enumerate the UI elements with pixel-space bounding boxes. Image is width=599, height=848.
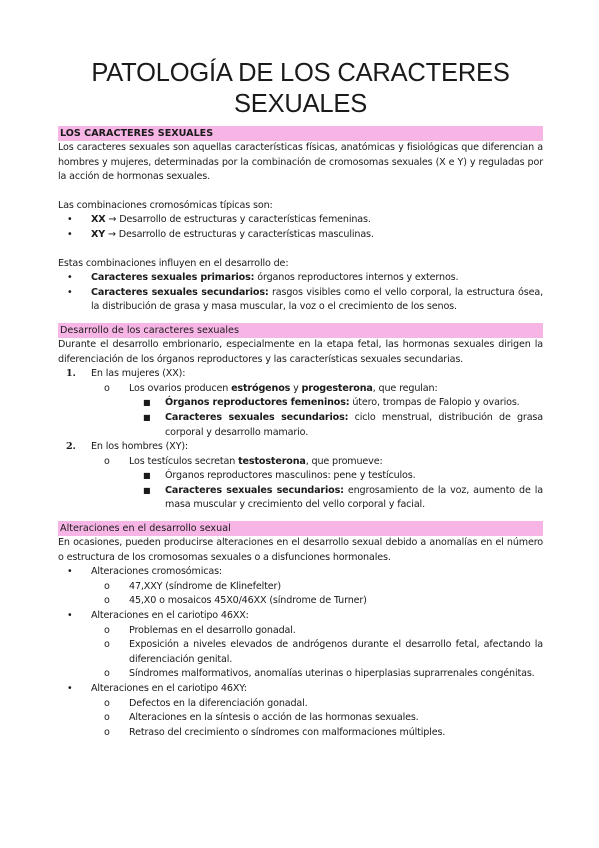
numbered-item: 2. En los hombres (XY): (58, 440, 543, 455)
alterations-list (58, 565, 543, 740)
number-marker: 1. (66, 368, 76, 380)
paragraph-influence-intro: Estas combinaciones influyen en el desarrollo de: (58, 257, 289, 269)
bullet-marker: • (67, 272, 73, 284)
bullet-marker: • (67, 610, 73, 622)
list-item: ■ Órganos reproductores femeninos: útero, trompas de Falopio y ovarios. (58, 396, 543, 411)
list-item: o Defectos en la diferenciación gonadal. (58, 697, 543, 712)
section-heading-alteraciones: Alteraciones en el desarrollo sexual (58, 521, 543, 536)
circle-marker: o (104, 726, 110, 738)
list-item: o Retraso del crecimiento o síndromes con malformaciones múltiples. (58, 726, 543, 741)
circle-marker: o (104, 668, 110, 680)
section-heading-caracteres: LOS CARACTERES SEXUALES (58, 126, 543, 141)
document-page (58, 58, 543, 740)
section-heading-desarrollo: Desarrollo de los caracteres sexuales (58, 323, 543, 338)
circle-marker: o (104, 624, 110, 636)
circle-marker: o (104, 580, 110, 592)
list-item: o Los testículos secretan testosterona, que promueve: (58, 455, 543, 470)
list-item: ■ Caracteres sexuales secundarios: ciclo menstrual, distribución de grasa corporal y desarrollo mamario. (143, 411, 543, 438)
circle-marker: o (104, 455, 110, 467)
list-item: • XY → Desarrollo de estructuras y características masculinas. (58, 228, 543, 243)
square-marker: ■ (143, 412, 151, 422)
list-item: o Síndromes malformativos, anomalías uterinas o hiperplasias suprarrenales congénitas. (58, 667, 543, 682)
list-item: • Alteraciones en el cariotipo 46XY: (58, 682, 543, 697)
influence-list (58, 271, 543, 315)
circle-marker: o (104, 639, 110, 651)
bullet-marker: • (67, 214, 73, 226)
paragraph-alteraciones-intro: En ocasiones, pueden producirse alteraciones en el desarrollo sexual debido a anomalías en el número o estructura de los cromosomas sexuales o a disfunciones hormonales. (58, 537, 543, 563)
list-item: • Alteraciones cromosómicas: (58, 565, 543, 580)
circle-marker: o (104, 595, 110, 607)
list-item: o Exposición a niveles elevados de andrógenos durante el desarrollo fetal, afectando la diferenciación genital. (104, 639, 543, 665)
paragraph-desarrollo-intro: Durante el desarrollo embrionario, especialmente en la etapa fetal, las hormonas sexuales dirigen la diferenciación de los órganos reproductores y las características sexuales secundarias. (58, 338, 543, 365)
circle-marker: o (104, 712, 110, 724)
numbered-item: 1. En las mujeres (XX): (58, 367, 543, 382)
bullet-marker: • (67, 683, 73, 694)
list-item: • Alteraciones en el cariotipo 46XX: (58, 609, 543, 624)
bullet-marker: • (67, 228, 73, 240)
paragraph-intro: Los caracteres sexuales son aquellas características físicas, anatómicas y fisiológicas que diferencian a hombres y mujeres, determinadas por la combinación de cromosomas sexuales (X e Y) y reguladas por la acción de hormonas sexuales. (58, 142, 543, 183)
number-marker: 2. (66, 441, 76, 453)
list-item: o Alteraciones en la síntesis o acción de las hormonas sexuales. (58, 711, 543, 726)
list-item: o 47,XXY (síndrome de Klinefelter) (58, 580, 543, 595)
paragraph-combos-intro: Las combinaciones cromosómicas típicas son: (58, 199, 273, 211)
list-item: ■ Órganos reproductores masculinos: pene y testículos. (58, 469, 543, 484)
list-item: • XX → Desarrollo de estructuras y características femeninas. (58, 213, 543, 228)
bullet-marker: • (67, 286, 73, 298)
circle-marker: o (104, 382, 110, 394)
bullet-marker: • (67, 566, 73, 578)
circle-marker: o (104, 697, 110, 709)
list-item: ■ Caracteres sexuales secundarios: engrosamiento de la voz, aumento de la masa muscular y crecimiento del vello corporal y facial. (143, 484, 543, 511)
list-item: o Problemas en el desarrollo gonadal. (58, 624, 543, 639)
list-item: o 45,X0 o mosaicos 45X0/46XX (síndrome de Turner) (58, 594, 543, 609)
development-list (58, 367, 543, 513)
square-marker: ■ (143, 398, 151, 408)
square-marker: ■ (143, 471, 151, 481)
list-item: • Caracteres sexuales secundarios: rasgos visibles como el vello corporal, la estructura ósea, la distribución de grasa y masa muscular, la voz o el crecimiento de los senos. (67, 286, 543, 313)
combos-list (58, 213, 543, 242)
page-title: PATOLOGÍA DE LOS CARACTERES SEXUALES (91, 59, 510, 118)
square-marker: ■ (143, 485, 151, 495)
list-item: o Los ovarios producen estrógenos y progesterona, que regulan: (58, 382, 543, 397)
list-item: • Caracteres sexuales primarios: órganos reproductores internos y externos. (58, 271, 543, 286)
